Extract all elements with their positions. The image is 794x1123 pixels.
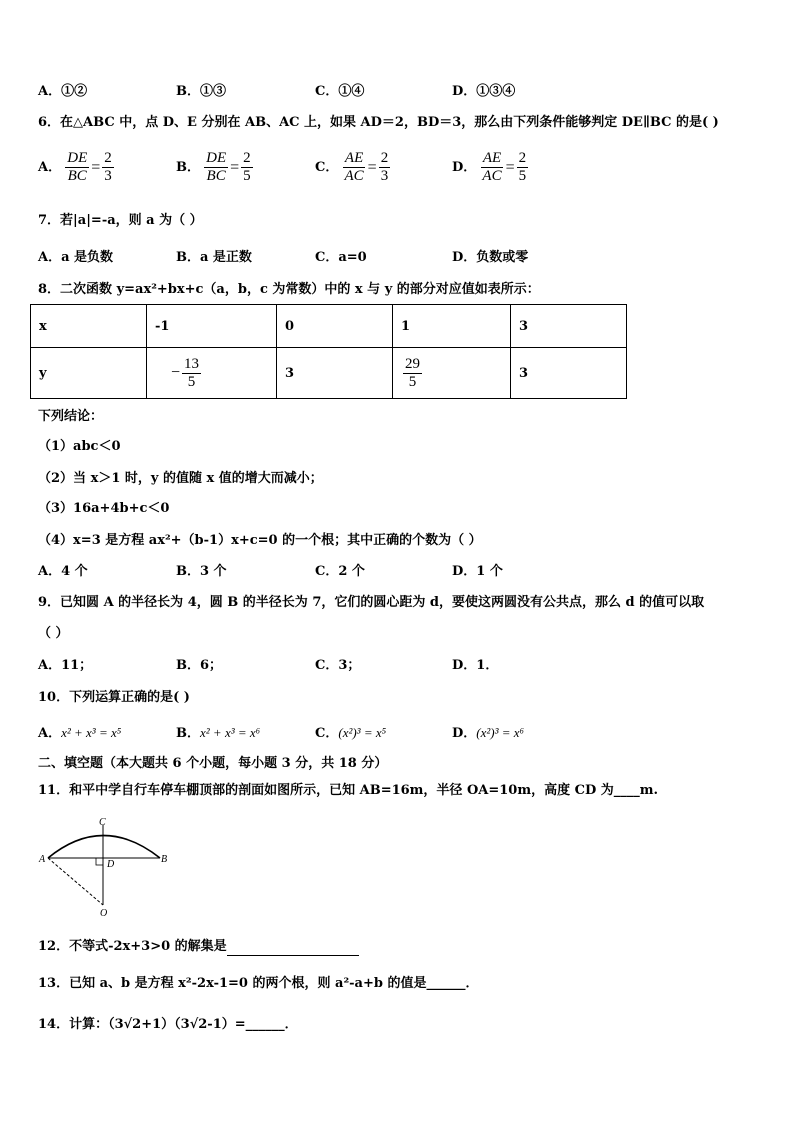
q10-option-c-label: C． xyxy=(315,726,339,741)
q6-option-d-lhs: $\frac{AE}{AC}$ xyxy=(482,150,502,184)
q6-option-a-lhs: $\frac{DE}{BC}$ xyxy=(67,150,88,184)
q10-stem: 10．下列运算正确的是( ) xyxy=(38,690,190,705)
table-cell: 1 xyxy=(393,305,511,348)
q7-option-c: C．a=0 xyxy=(315,250,367,265)
q10-option-b-expr: x² + x³ = x⁶ xyxy=(200,725,261,740)
q6-option-b-rhs: $\frac{2}{5}$ xyxy=(243,150,251,184)
q9-option-b: B．6； xyxy=(176,658,223,673)
q7-option-b: B．a 是正数 xyxy=(176,250,252,265)
q6-option-b xyxy=(176,150,253,185)
arc-cross-section-figure xyxy=(36,813,176,923)
q10-option-c xyxy=(315,724,386,743)
q7-stem: 7．若|a|=-a，则 a 为（ ） xyxy=(38,213,203,228)
table-cell xyxy=(147,348,277,399)
q9-option-c: C．3； xyxy=(315,658,361,673)
q6-option-a-rhs: $\frac{2}{3}$ xyxy=(104,150,112,184)
table-cell: 3 xyxy=(277,348,393,399)
q8-option-d: D．1 个 xyxy=(452,564,503,579)
q5-option-b: B．①③ xyxy=(176,84,226,99)
label-a: A xyxy=(39,854,46,865)
q9-option-d: D．1． xyxy=(452,658,499,673)
q7-option-a: A．a 是负数 xyxy=(38,250,114,265)
table-row xyxy=(31,348,627,399)
q8-item-1: （1）abc＜0 xyxy=(38,439,121,454)
q6-option-b-lhs: $\frac{DE}{BC}$ xyxy=(206,150,227,184)
q13-stem: 13．已知 a、b 是方程 x²-2x-1=0 的两个根，则 a²-a+b 的值是______． xyxy=(38,976,479,991)
q8-intro: 下列结论： xyxy=(38,409,104,424)
q5-option-d: D．①③④ xyxy=(452,84,516,99)
q6-option-a-label: A． xyxy=(38,160,62,175)
minus-sign: − xyxy=(171,364,181,381)
q6-option-c-label: C． xyxy=(315,160,339,175)
q12-stem: 12．不等式-2x+3>0 的解集是 xyxy=(38,939,227,954)
table-cell: 0 xyxy=(277,305,393,348)
q10-option-a xyxy=(38,724,121,743)
right-angle-mark xyxy=(96,858,103,865)
table-cell: y xyxy=(31,348,147,399)
table-cell xyxy=(393,348,511,399)
q6-option-c-rhs: $\frac{2}{3}$ xyxy=(380,150,389,184)
q6-option-c-lhs: $\frac{AE}{AC}$ xyxy=(344,150,364,184)
table-cell: x xyxy=(31,305,147,348)
q12-stem-row xyxy=(38,938,359,956)
q10-option-c-expr: (x²)³ = x⁵ xyxy=(338,725,387,740)
table-cell: -1 xyxy=(147,305,277,348)
q10-option-d-expr: (x²)³ = x⁶ xyxy=(476,725,525,740)
q10-option-d xyxy=(452,724,524,743)
q6-option-d xyxy=(452,150,528,185)
y-fraction-29-5: $\frac{29}{5}$ xyxy=(405,355,420,390)
q8-item-3: （3）16a+4b+c＜0 xyxy=(38,501,170,516)
q11-stem: 11．和平中学自行车停车棚顶部的剖面如图所示，已知 AB=16m，半径 OA=10m，高度 CD 为____m. xyxy=(38,783,659,798)
answer-blank[interactable] xyxy=(227,941,359,956)
q6-option-b-label: B． xyxy=(176,160,200,175)
q8-value-table xyxy=(30,304,627,399)
equals-sign: = xyxy=(230,158,240,176)
q14-stem: 14．计算：（3√2+1）（3√2-1）=______． xyxy=(38,1017,298,1032)
q5-option-c: C．①④ xyxy=(315,84,365,99)
q10-option-a-expr: x² + x³ = x⁵ xyxy=(61,725,122,740)
q10-option-b-label: B． xyxy=(176,726,200,741)
equals-sign: = xyxy=(367,158,377,176)
q9-stem-paren: （ ） xyxy=(38,626,69,641)
q8-option-a: A．4 个 xyxy=(38,564,88,579)
table-row xyxy=(31,305,627,348)
q8-option-b: B．3 个 xyxy=(176,564,227,579)
equals-sign: = xyxy=(505,158,515,176)
y-fraction-neg-13-5: $\frac{13}{5}$ xyxy=(184,355,200,390)
q7-option-d: D．负数或零 xyxy=(452,250,529,265)
q8-option-c: C．2 个 xyxy=(315,564,365,579)
label-d: D xyxy=(107,859,115,870)
table-cell: 3 xyxy=(511,348,627,399)
section-2-heading: 二、填空题（本大题共 6 个小题，每小题 3 分，共 18 分） xyxy=(38,756,388,771)
q10-option-a-label: A． xyxy=(38,726,62,741)
label-c: C xyxy=(99,817,106,828)
q10-option-d-label: D． xyxy=(452,726,477,741)
q6-option-c xyxy=(315,150,390,185)
q8-stem: 8．二次函数 y=ax²+bx+c（a，b，c 为常数）中的 x 与 y 的部分对应值如表所示： xyxy=(38,282,540,297)
q9-stem: 9．已知圆 A 的半径长为 4，圆 B 的半径长为 7，它们的圆心距为 d，要使这两圆没有公共点，那么 d 的值可以取 xyxy=(38,595,705,610)
q8-item-2: （2）当 x＞1 时，y 的值随 x 值的增大而减小； xyxy=(38,471,323,486)
arc-shape xyxy=(48,836,160,859)
q6-option-a xyxy=(38,150,114,185)
equals-sign: = xyxy=(91,158,101,176)
q6-stem: 6．在△ABC 中，点 D、E 分别在 AB、AC 上，如果 AD＝2，BD＝3，那么由下列条件能够判定 DE∥BC 的是( ) xyxy=(38,115,719,130)
q10-option-b xyxy=(176,724,260,743)
radius-oa xyxy=(48,858,103,905)
label-o: O xyxy=(100,908,108,919)
label-b: B xyxy=(161,854,168,865)
q5-option-a: A．①② xyxy=(38,84,88,99)
q8-item-4: （4）x=3 是方程 ax²+（b-1）x+c=0 的一个根；其中正确的个数为（ ） xyxy=(38,533,482,548)
q6-option-d-rhs: $\frac{2}{5}$ xyxy=(518,150,527,184)
table-cell: 3 xyxy=(511,305,627,348)
q6-option-d-label: D． xyxy=(452,160,477,175)
q9-option-a: A．11； xyxy=(38,658,93,673)
